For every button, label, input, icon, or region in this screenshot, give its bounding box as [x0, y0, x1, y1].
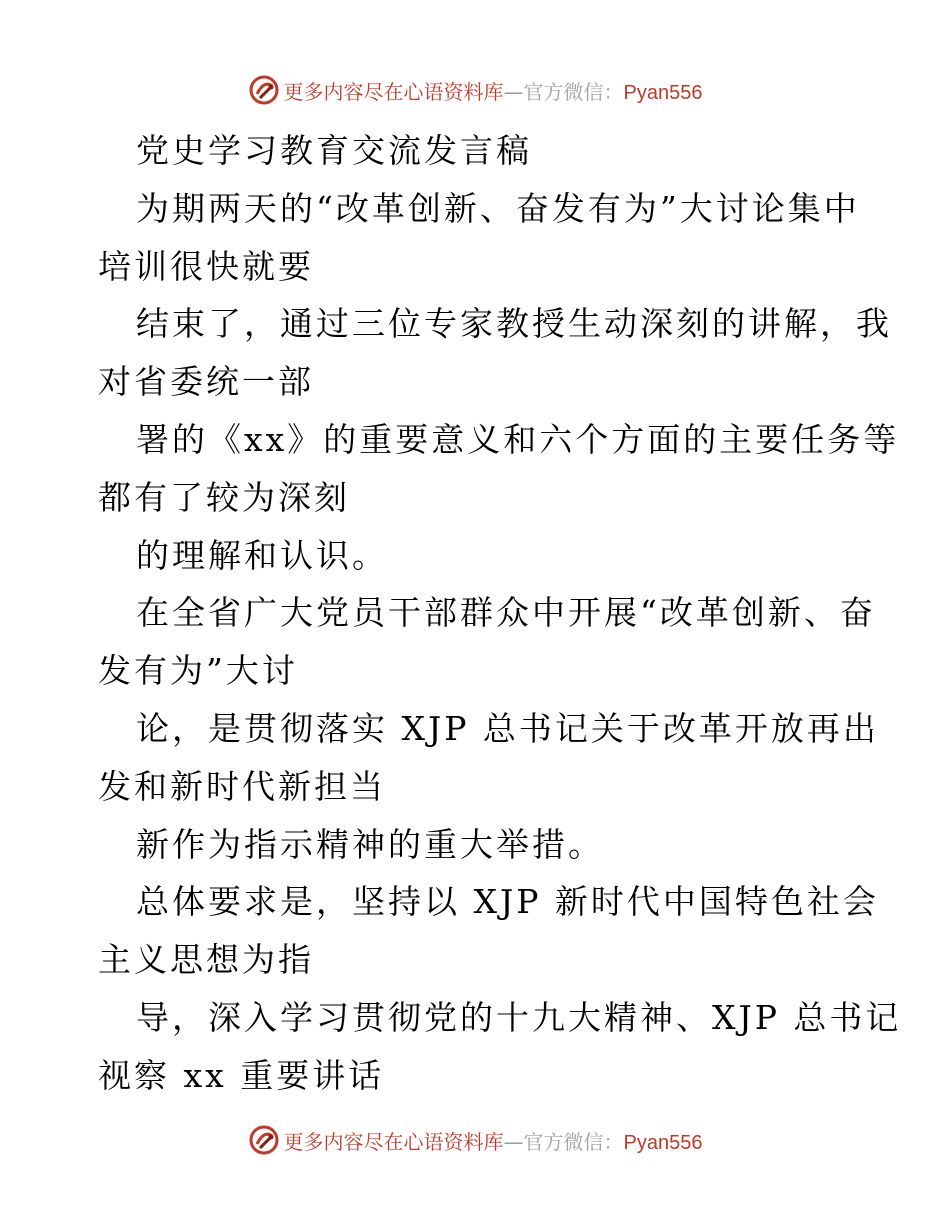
header-wechat-label: 官方微信： — [523, 79, 624, 104]
doc-line: 论，是贯彻落实 XJP 总书记关于改革开放再出 — [136, 708, 879, 748]
header-banner — [0, 70, 950, 110]
document-body — [98, 122, 902, 1105]
doc-line: 培训很快就要 — [98, 246, 314, 286]
doc-line: 新作为指示精神的重大举措。 — [136, 824, 604, 864]
doc-line: 视察 xx 重要讲话 — [98, 1055, 385, 1095]
doc-line: 在全省广大党员干部群众中开展“改革创新、奋 — [136, 593, 876, 633]
doc-line: 对省委统一部 — [98, 362, 314, 402]
doc-line: 发有为”大讨 — [98, 651, 298, 691]
footer-brand: 更多内容尽在心语资料库 — [283, 1129, 504, 1154]
footer-banner — [0, 1120, 950, 1160]
footer-wechat-id: Pyan556 — [623, 1131, 703, 1154]
doc-line: 主义思想为指 — [98, 940, 314, 980]
footer-banner-text — [284, 1126, 703, 1155]
doc-line: 总体要求是，坚持以 XJP 新时代中国特色社会 — [136, 882, 879, 922]
doc-line: 导，深入学习贯彻党的十九大精神、XJP 总书记 — [136, 997, 902, 1037]
doc-line: 都有了较为深刻 — [98, 477, 350, 517]
header-banner-text — [284, 76, 703, 105]
doc-line: 结束了，通过三位专家教授生动深刻的讲解，我 — [136, 304, 892, 344]
header-wechat-id: Pyan556 — [623, 81, 703, 104]
header-separator: — — [503, 79, 524, 104]
brand-logo-icon — [248, 1124, 280, 1156]
header-brand: 更多内容尽在心语资料库 — [283, 79, 504, 104]
footer-separator: — — [503, 1129, 524, 1154]
doc-line: 发和新时代新担当 — [98, 766, 386, 806]
doc-line: 署的《xx》的重要意义和六个方面的主要任务等 — [136, 419, 900, 459]
brand-logo-icon — [248, 74, 280, 106]
doc-title: 党史学习教育交流发言稿 — [136, 131, 532, 170]
footer-wechat-label: 官方微信： — [523, 1129, 624, 1154]
doc-line: 的理解和认识。 — [136, 535, 388, 575]
doc-line: 为期两天的“改革创新、奋发有为”大讨论集中 — [136, 188, 860, 228]
